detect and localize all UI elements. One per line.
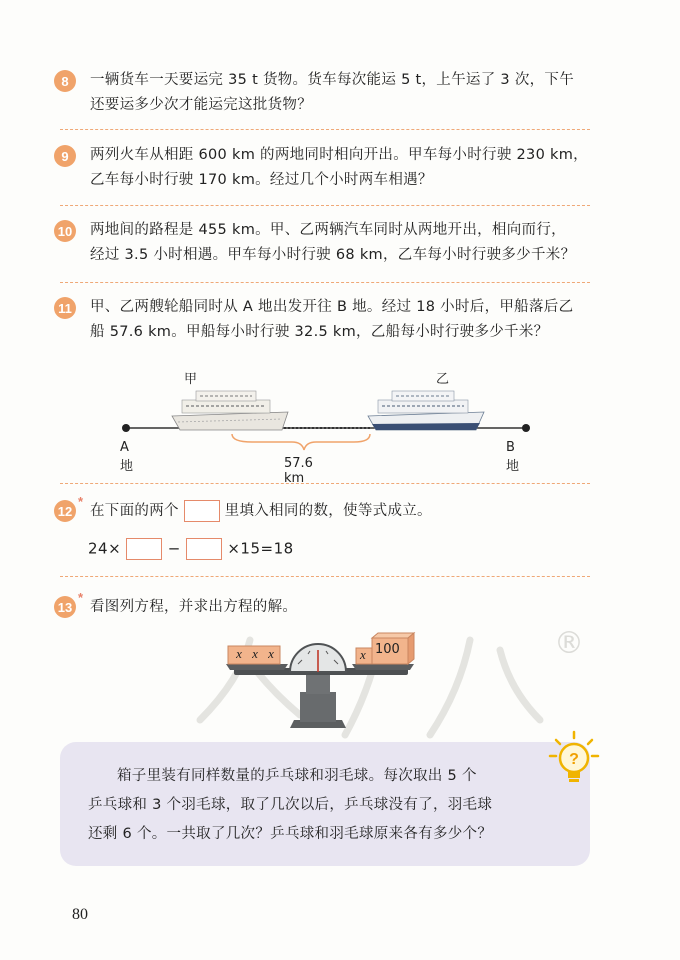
problem-text: 看图列方程，并求出方程的解。 <box>90 599 298 615</box>
left-pan-boxes: x x x <box>236 646 274 661</box>
svg-text:?: ? <box>569 751 579 768</box>
problem-number: 12 * <box>54 500 76 522</box>
problem-text: 两地间的路程是 455 km。甲、乙两辆汽车同时从两地开出，相向而行， 经过 3.5 小时相遇。甲车每小时行驶 68 km，乙车每小时行驶多少千米？ <box>90 222 576 263</box>
tip-box <box>60 742 590 866</box>
problem-text: 一辆货车一天要运完 35 t 货物。货车每次能运 5 t，上午运了 3 次，下午 还要运多少次才能运完这批货物？ <box>90 72 575 113</box>
page-number: 80 <box>72 906 88 923</box>
registered-mark: ® <box>554 626 584 661</box>
start-label: A 地 <box>120 440 134 474</box>
tip-text: 箱子里装有同样数量的乒乓球和羽毛球。每次取出 5 个 乒乓球和 3 个羽毛球，取了几次以后，乒乓球没有了，羽毛球 还剩 6 个。一共取了几次？乒乓球和羽毛球原来各有多少个？ <box>88 768 493 842</box>
ship-b-label: 乙 <box>436 372 450 387</box>
problem-text: 两列火车从相距 600 km 的两地同时相向开出。甲车每小时行驶 230 km， 乙车每小时行驶 170 km。经过几个小时两车相遇？ <box>90 147 588 188</box>
problem-text: 甲、乙两艘轮船同时从 A 地出发开往 B 地。经过 18 小时后，甲船落后乙 船 57.6 km。甲船每小时行驶 32.5 km，乙船每小时行驶多少千米？ <box>90 299 574 340</box>
lightbulb-icon <box>544 728 604 788</box>
equation: 24× − ×15=18 <box>88 538 294 560</box>
problem-number: 9 <box>54 145 76 167</box>
problem-number: 11 <box>54 297 76 319</box>
problem-text: 在下面的两个 里填入相同的数，使等式成立。 <box>90 499 600 524</box>
right-x-box: x <box>360 647 366 662</box>
ship-a-label: 甲 <box>184 372 198 387</box>
problem-number: 8 <box>54 70 76 92</box>
end-label: B 地 <box>506 440 520 474</box>
problem-number: 10 <box>54 220 76 242</box>
right-weight-box: 100 <box>375 642 400 657</box>
problem-number: 13 * <box>54 596 76 618</box>
gap-label: 57.6 km <box>284 456 313 486</box>
